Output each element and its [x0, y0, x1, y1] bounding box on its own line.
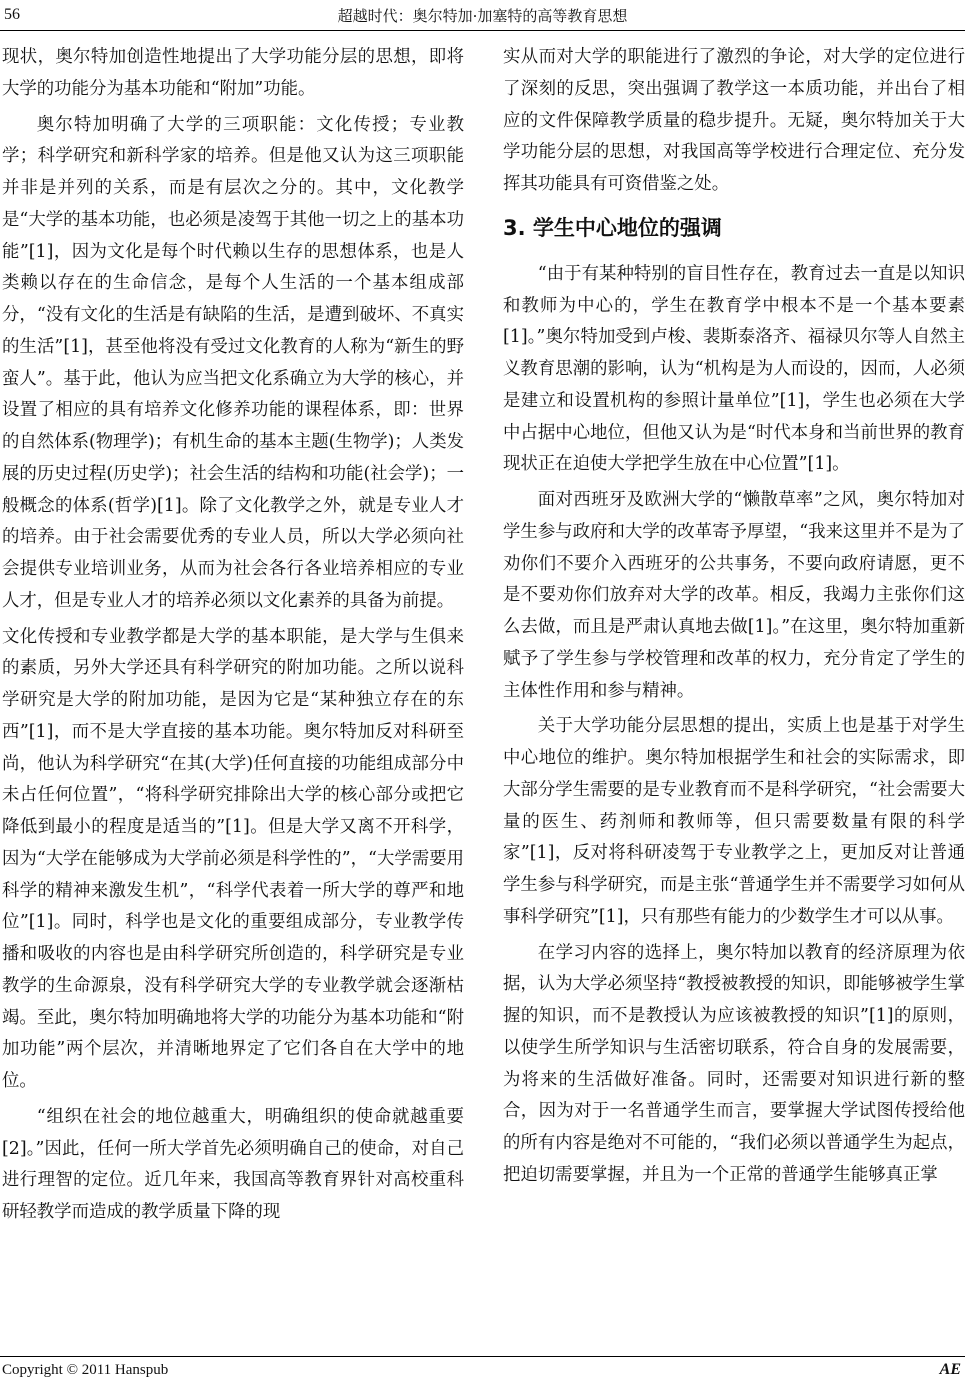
paragraph-three-functions: 奥尔特加明确了大学的三项职能：文化传授；专业教学；科学研究和新科学家的培养。但是他又认为这三项职能并非是并列的关系，而是有层次之分的。其中，文化教学是“大学的基本功能，也必须是凌驾于其他一切之上的基本功能”[1]，因为文化是每个时代赖以生存的思想体系，也是人类赖以存在的生命信念，是每个人生活的一个基本组成部分，“没有文化的生活是有缺陷的生活，是遭到破坏、不真实的生活”[1]，甚至他将没有受过文化教育的人称为“新生的野蛮人”。基于此，他认为应当把文化系确立为大学的核心，并设置了相应的具有培养文化修养功能的课程体系，即：世界的自然体系(物理学)；有机生命的基本主题(生物学)；人类发展的历史过程(历史学)；社会生活的结构和功能(社会学)；一般概念的体系(哲学)[1]。除了文化教学之外，就是专业人才的培养。由于社会需要优秀的专业人员，所以大学必须向社会提供专业培训业务，从而为社会各行各业培养相应的专业人才，但是专业人才的培养必须以文化素养的具备为前提。 [2, 114, 464, 611]
header-rule [0, 30, 965, 31]
paragraph-continued-right: 实从而对大学的职能进行了激烈的争论，对大学的定位进行了深刻的反思，突出强调了教学这一本质功能，并出台了相应的文件保障教学质量的稳步提升。无疑，奥尔特加关于大学功能分层的思想，对我国高等学校进行合理定位、充分发挥其功能具有可资借鉴之处。 [503, 47, 965, 194]
section-heading: 3. 学生中心地位的强调 [503, 215, 722, 240]
paragraph-student-center: “由于有某种特别的盲目性存在，教育过去一直是以知识和教师为中心的，学生在教育学中根本不是一个基本要素[1]。”奥尔特加受到卢梭、裴斯泰洛齐、福禄贝尔等人自然主义教育思潮的影响，认为“机构是为人而设的，因而，人必须是建立和设置机构的参照计量单位”[1]，学生也必须在大学中占据中心地位，但他又认为是“时代本身和当前世界的教育现状正在迫使大学把学生放在中心位置”[1]。 [503, 263, 965, 475]
paragraph-student-reform: 面对西班牙及欧洲大学的“懒散草率”之风，奥尔特加对学生参与政府和大学的改革寄予厚望，“我来这里并不是为了劝你们不要介入西班牙的公共事务，不要向政府请愿，更不是不要劝你们放弃对大学的改革。相反，我竭力主张你们这么去做，而且是严肃认真地去做[1]。”在这里，奥尔特加重新赋予了学生参与学校管理和改革的权力，充分肯定了学生的主体性作用和参与精神。 [503, 490, 965, 701]
journal-abbreviation: AE [939, 1361, 961, 1378]
paragraph-research-function: 文化传授和专业教学都是大学的基本职能，是大学与生俱来的素质，另外大学还具有科学研究的附加功能。之所以说科学研究是大学的附加功能，是因为它是“某种独立存在的东西”[1]，而不是大学直接的基本功能。奥尔特加反对科研至尚，他认为科学研究“在其(大学)任何直接的功能组成部分中未占任何位置”，“将科学研究排除出大学的核心部分或把它降低到最小的程度是适当的”[1]。但是大学又离不开科学，因为“大学在能够成为大学前必须是科学性的”，“大学需要用科学的精神来激发生机”，“科学代表着一所大学的尊严和地位”[1]。同时，科学也是文化的重要组成部分，专业教学传播和吸收的内容也是由科学研究所创造的，科学研究是专业教学的生命源泉，没有科学研究大学的专业教学就会逐渐枯竭。至此，奥尔特加明确地将大学的功能分为基本功能和“附加功能”两个层次，并清晰地界定了它们各自在大学中的地位。 [2, 626, 464, 1091]
page-number: 56 [4, 6, 20, 23]
paragraph-learning-content: 在学习内容的选择上，奥尔特加以教育的经济原理为依据，认为大学必须坚持“教授被教授的知识，即能够被学生掌握的知识，而不是教授认为应该被教授的知识”[1]的原则，以使学生所学知识与生活密切联系，符合自身的发展需要，为将来的生活做好准备。同时，还需要对知识进行新的整合，因为对于一名普通学生而言，要掌握大学试图传授给他的所有内容是绝对不可能的，“我们必须以普通学生为起点，把迫切需要掌握，并且为一个正常的普通学生能够真正掌 [503, 942, 965, 1185]
footer-rule [0, 1356, 965, 1357]
paragraph-continued: 现状，奥尔特加创造性地提出了大学功能分层的思想，即将大学的功能分为基本功能和“附加”功能。 [2, 47, 464, 99]
running-title: 超越时代：奥尔特加·加塞特的高等教育思想 [337, 7, 628, 25]
right-column [503, 42, 965, 1196]
page-header [0, 0, 965, 30]
copyright: Copyright © 2011 Hanspub [2, 1362, 169, 1378]
paragraph-mission: “组织在社会的地位越重大，明确组织的使命就越重要[2]。”因此，任何一所大学首先必须明确自己的使命，对自己进行理智的定位。近几年来，我国高等教育界针对高校重科研轻教学而造成的教学质量下降的现 [2, 1106, 464, 1222]
left-column [2, 42, 464, 1233]
paragraph-function-layering: 关于大学功能分层思想的提出，实质上也是基于对学生中心地位的维护。奥尔特加根据学生和社会的实际需求，即大部分学生需要的是专业教育而不是科学研究，“社会需要大量的医生、药剂师和教师等，但只需要数量有限的科学家”[1]，反对将科研凌驾于专业教学之上，更加反对让普通学生参与科学研究，而是主张“普通学生并不需要学习如何从事科学研究”[1]，只有那些有能力的少数学生才可以从事。 [503, 716, 965, 927]
